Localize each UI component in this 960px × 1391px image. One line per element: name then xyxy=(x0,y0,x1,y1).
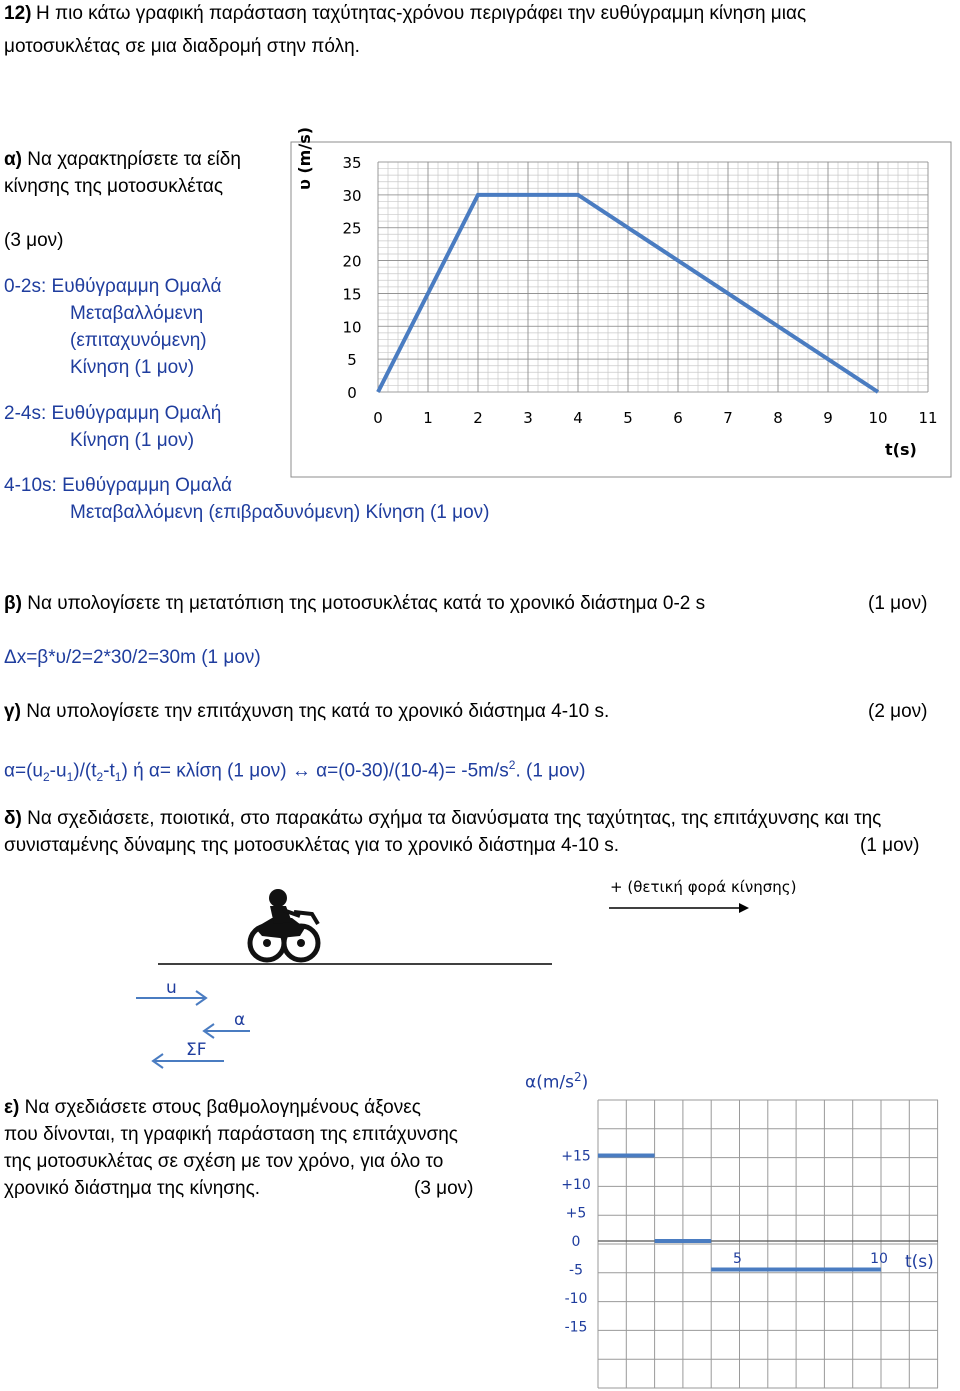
part-b-points: (1 μον) xyxy=(868,593,928,614)
acceleration-x-tick-label: 5 xyxy=(733,1251,742,1267)
velocity-y-tick-label: 5 xyxy=(347,351,357,370)
velocity-x-tick-label: 1 xyxy=(423,409,433,427)
question-number: 12) xyxy=(4,3,32,24)
acceleration-y-tick-label: +10 xyxy=(561,1177,591,1193)
answer-4-10s-l2: Μεταβαλλόμενη (επιβραδυνόμενη) Κίνηση (1 μον) xyxy=(70,502,490,523)
motorcycle-icon xyxy=(250,889,318,960)
acceleration-axis-label: $\alpha(m/s^2)$ xyxy=(525,1070,589,1093)
force-vector-label: ΣF xyxy=(186,1040,207,1060)
velocity-y-tick-label: 0 xyxy=(347,384,357,402)
velocity-chart-frame xyxy=(291,142,951,477)
velocity-time-axis-label: t(s) xyxy=(885,440,917,459)
part-d-points: (1 μον) xyxy=(860,835,920,856)
part-c-question: γ) Να υπολογίσετε την επιτάχυνση της κατά το χρονικό διάστημα 4-10 s. xyxy=(4,701,610,722)
acceleration-y-tick-label: 0 xyxy=(571,1234,581,1250)
velocity-x-tick-label: 9 xyxy=(823,409,833,427)
acceleration-time-axis-label: t(s) xyxy=(905,1252,934,1272)
velocity-x-tick-label: 11 xyxy=(918,409,938,427)
question-line-2: μοτοσυκλέτας σε μια διαδρομή στην πόλη. xyxy=(4,36,360,57)
velocity-y-tick-label: 30 xyxy=(342,186,362,205)
velocity-vector-label: u xyxy=(166,978,177,998)
question-line-1: Η πιο κάτω γραφική παράσταση ταχύτητας-χρόνου περιγράφει την ευθύγραμμη κίνηση μιας xyxy=(36,3,807,24)
velocity-x-tick-label: 3 xyxy=(523,409,533,427)
velocity-x-tick-label: 10 xyxy=(868,409,888,427)
positive-direction-label: + (θετική φορά κίνησης) xyxy=(610,878,797,896)
answer-4-10s: 4-10s: Ευθύγραμμη Ομαλά xyxy=(4,475,233,496)
answer-0-2s: 0-2s: Ευθύγραμμη Ομαλά xyxy=(4,276,222,297)
velocity-x-tick-label: 6 xyxy=(673,409,683,427)
acceleration-y-tick-label: -15 xyxy=(564,1319,588,1336)
answer-0-2s-l2: Μεταβαλλόμενη xyxy=(70,303,204,324)
part-c-points: (2 μον) xyxy=(868,701,928,722)
answer-2-4s: 2-4s: Ευθύγραμμη Ομαλή xyxy=(4,403,222,424)
part-c-answer: $\alpha=(u_2-u_1)/(t_2-t_1)$ ή α= κλίση (1 μον) ↔ $\alpha=(0-30)/(10-4)= -5m/s^2$. (1 μον) xyxy=(4,758,586,785)
part-a-question-2: κίνησης της μοτοσυκλέτας xyxy=(4,176,224,197)
part-a-points: (3 μον) xyxy=(4,230,64,251)
acceleration-y-tick-label: -5 xyxy=(569,1262,583,1279)
velocity-x-tick-label: 7 xyxy=(723,409,733,427)
part-e-line-4: χρονικό διάστημα της κίνησης. xyxy=(4,1178,260,1199)
velocity-y-tick-label: 35 xyxy=(342,154,362,172)
answer-2-4s-l2: Κίνηση (1 μον) xyxy=(70,430,195,451)
part-d-question: δ) Να σχεδιάσετε, ποιοτικά, στο παρακάτω σχήμα τα διανύσματα της ταχύτητας, της επιτάχυνσης και της xyxy=(4,808,882,829)
answer-0-2s-l3: (επιταχυνόμενη) xyxy=(70,330,207,351)
acceleration-y-tick-label: +15 xyxy=(561,1148,591,1165)
velocity-x-tick-label: 0 xyxy=(373,409,383,427)
answer-0-2s-l4: Κίνηση (1 μον) xyxy=(70,357,195,378)
velocity-x-tick-label: 4 xyxy=(573,409,583,427)
velocity-y-tick-label: 25 xyxy=(342,219,362,238)
part-e-line-2: που δίνονται, τη γραφική παράσταση της επιτάχυνσης xyxy=(4,1124,458,1145)
acceleration-vector-label: α xyxy=(234,1010,246,1030)
velocity-y-tick-label: 10 xyxy=(342,318,362,337)
acceleration-y-tick-label: +5 xyxy=(565,1205,587,1222)
part-a-question: α) Να χαρακτηρίσετε τα είδη xyxy=(4,149,241,170)
part-e-line-3: της μοτοσυκλέτας σε σχέση με τον χρόνο, για όλο το xyxy=(4,1151,444,1172)
velocity-x-tick-label: 5 xyxy=(623,409,633,427)
velocity-y-tick-label: 20 xyxy=(342,252,362,271)
acceleration-y-tick-label: -10 xyxy=(564,1291,588,1307)
part-e-points: (3 μον) xyxy=(414,1178,474,1199)
part-b-answer: Δx=β*υ/2=2*30/2=30m (1 μον) xyxy=(4,647,261,668)
part-b-question: β) Να υπολογίσετε τη μετατόπιση της μοτοσυκλέτας κατά το χρονικό διάστημα 0-2 s xyxy=(4,593,706,614)
velocity-y-tick-label: 15 xyxy=(342,285,362,304)
velocity-x-tick-label: 8 xyxy=(773,409,783,427)
velocity-x-tick-label: 2 xyxy=(473,409,483,427)
part-e-line-1: ε) Να σχεδιάσετε στους βαθμολογημένους άξονες xyxy=(4,1097,421,1118)
positive-direction-arrowhead xyxy=(739,903,749,913)
velocity-axis-label: υ (m/s) xyxy=(295,126,314,190)
acceleration-x-tick-label: 10 xyxy=(870,1251,888,1267)
part-d-question-2: συνισταμένης δύναμης της μοτοσυκλέτας για το χρονικό διάστημα 4-10 s. xyxy=(4,835,620,856)
